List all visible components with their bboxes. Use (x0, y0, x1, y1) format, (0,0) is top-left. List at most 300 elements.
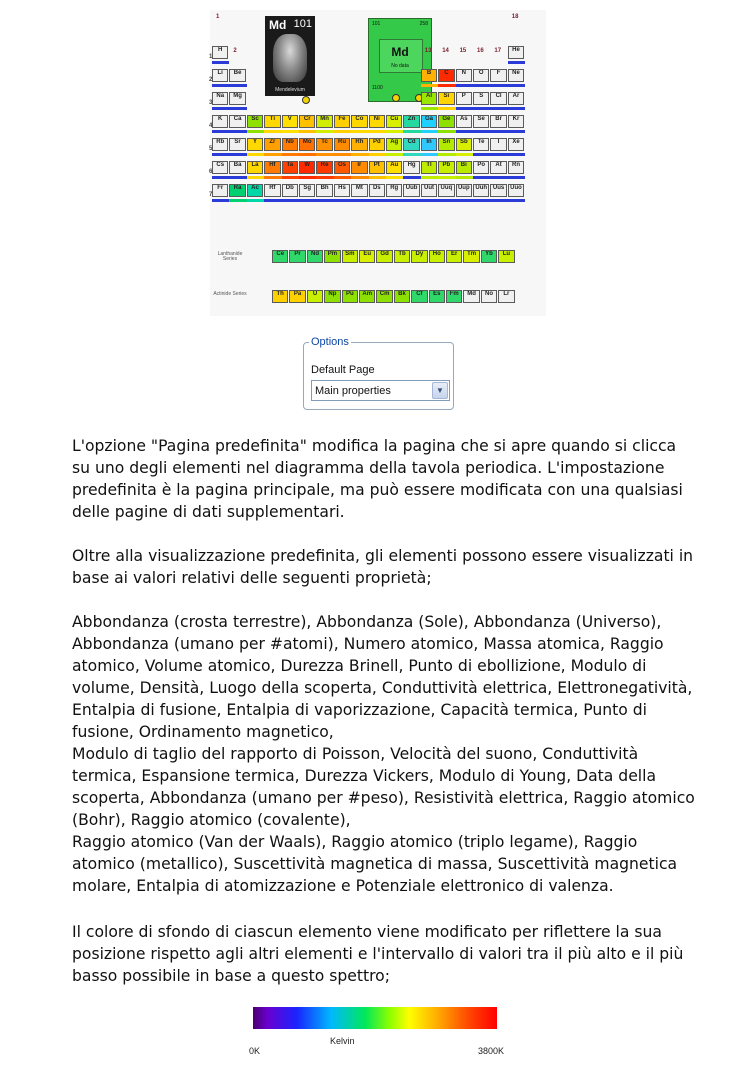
element-cell (498, 250, 514, 263)
element-symbol: Pt (373, 162, 380, 168)
element-symbol: O (478, 70, 484, 76)
element-symbol: Tm (467, 251, 477, 257)
row-color-band (264, 130, 281, 133)
row-color-band (212, 199, 229, 202)
element-cell (247, 138, 263, 151)
row-color-band (490, 199, 507, 202)
element-symbol: Kr (512, 116, 520, 122)
row-color-band (421, 107, 438, 110)
element-cell (490, 69, 506, 82)
element-symbol: Am (362, 291, 373, 297)
text-line: volume, Densità, Luogo della scoperta, Conduttività elettrica, Elettronegatività, (72, 679, 693, 697)
element-symbol: N (461, 70, 466, 76)
row-color-band (334, 130, 351, 133)
row-color-band (473, 199, 490, 202)
selected-element-symbol: Md (391, 45, 409, 59)
row-color-band (299, 153, 316, 156)
element-cell (429, 250, 445, 263)
text-line: su uno degli elementi nel diagramma della tavola periodica. L'impostazione (72, 459, 665, 477)
row-color-band (456, 130, 473, 133)
element-symbol: Cs (216, 162, 225, 168)
element-cell (299, 138, 315, 151)
element-symbol: Pu (345, 291, 354, 297)
element-cell (369, 161, 385, 174)
element-cell (411, 250, 427, 263)
row-color-band (386, 130, 403, 133)
element-cell (421, 161, 437, 174)
element-symbol: Ba (233, 162, 242, 168)
row-color-band (229, 107, 246, 110)
text-line: molare, Entalpia di atomizzazione e Potenziale elettronico di valenza. (72, 877, 614, 895)
element-symbol: Tl (426, 162, 432, 168)
paragraph-color-spectrum (72, 921, 692, 987)
element-symbol: Cl (495, 93, 502, 99)
element-symbol: Mt (355, 185, 363, 191)
element-symbol: W (304, 162, 311, 168)
row-color-band (403, 153, 420, 156)
element-symbol: Br (495, 116, 502, 122)
element-cell (456, 138, 472, 151)
spectrum-min-label: 0K (249, 1046, 261, 1056)
element-symbol: Yb (485, 251, 493, 257)
element-cell (386, 138, 402, 151)
element-cell (508, 184, 524, 197)
element-symbol: Sc (251, 116, 259, 122)
spectrum-unit-label: Kelvin (330, 1036, 355, 1046)
element-cell (438, 184, 454, 197)
row-color-band (247, 130, 264, 133)
element-symbol: Ta (286, 162, 294, 168)
row-color-band (473, 176, 490, 179)
element-symbol: Uuo (510, 185, 522, 191)
period-number: 1 (209, 54, 213, 60)
element-cell (490, 92, 506, 105)
element-symbol: Se (477, 116, 485, 122)
element-symbol: Sm (345, 251, 355, 257)
element-cell (334, 115, 350, 128)
element-cell (316, 184, 332, 197)
row-color-band (508, 130, 525, 133)
element-cell (212, 92, 228, 105)
element-cell (421, 115, 437, 128)
row-color-band (212, 130, 229, 133)
row-color-band (421, 199, 438, 202)
row-color-band (334, 199, 351, 202)
element-symbol: Rg (390, 185, 399, 191)
paragraph-default-page (72, 435, 692, 523)
row-color-band (508, 176, 525, 179)
element-cell (324, 290, 340, 303)
options-legend: Options (311, 336, 349, 348)
element-cell (212, 46, 228, 59)
element-symbol: Rb (216, 139, 225, 145)
element-cell (342, 250, 358, 263)
element-cell (421, 69, 437, 82)
element-symbol: Ne (512, 70, 520, 76)
element-cell (463, 290, 479, 303)
element-cell (403, 184, 419, 197)
element-symbol: V (287, 116, 292, 122)
group-number: 17 (494, 48, 502, 54)
element-symbol: Cu (390, 116, 399, 122)
element-cell (369, 138, 385, 151)
element-cell (212, 138, 228, 151)
group-number: 18 (511, 14, 519, 20)
row-color-band (456, 153, 473, 156)
element-cell (264, 138, 280, 151)
element-symbol: Ge (442, 116, 451, 122)
element-cell (456, 69, 472, 82)
element-cell (334, 161, 350, 174)
row-color-band (229, 130, 246, 133)
row-color-band (369, 176, 386, 179)
element-symbol: Rf (269, 185, 276, 191)
element-symbol: Po (477, 162, 486, 168)
element-cell (386, 184, 402, 197)
row-color-band (403, 130, 420, 133)
series-label: Lanthanide Series (217, 251, 243, 262)
row-color-band (247, 176, 264, 179)
element-symbol: I (497, 139, 500, 145)
element-cell (508, 115, 524, 128)
element-symbol: B (426, 70, 432, 76)
element-cell (463, 250, 479, 263)
text-line: scoperta, Abbondanza (umano per #peso), Resistività elettrica, Raggio atomico (72, 789, 695, 807)
element-symbol: Hg (407, 162, 416, 168)
row-color-band (490, 153, 507, 156)
element-symbol: Bh (320, 185, 329, 191)
element-symbol: Ho (432, 251, 441, 257)
text-line: basso possibile in base a questo spettro; (72, 967, 390, 985)
text-line: termica, Espansione termica, Durezza Vickers, Modulo di Young, Data della (72, 767, 657, 785)
element-cell (508, 138, 524, 151)
element-cell (229, 161, 245, 174)
element-symbol: Mo (302, 139, 312, 145)
row-color-band (316, 153, 333, 156)
element-symbol: Dy (415, 251, 424, 257)
color-spectrum-bar (253, 1007, 497, 1029)
element-cell (473, 92, 489, 105)
element-cell (247, 161, 263, 174)
text-line: Il colore di sfondo di ciascun elemento viene modificato per riflettere la sua (72, 923, 662, 941)
element-symbol: Rh (355, 139, 364, 145)
element-symbol: Ir (357, 162, 362, 168)
row-color-band (438, 176, 455, 179)
group-number: 16 (477, 48, 484, 54)
element-symbol: Ds (372, 185, 381, 191)
element-symbol: U (312, 291, 318, 297)
element-cell (299, 115, 315, 128)
element-cell (386, 161, 402, 174)
radioactive-icon (392, 94, 400, 102)
row-color-band (212, 153, 229, 156)
element-cell (473, 138, 489, 151)
element-cell (316, 138, 332, 151)
element-cell (289, 290, 305, 303)
group-number: 15 (459, 48, 467, 54)
row-color-band (473, 84, 490, 87)
options-panel (303, 336, 454, 410)
period-number: 3 (209, 100, 213, 106)
default-page-value: Main properties (315, 385, 391, 397)
selected-element-number: 101 (372, 21, 381, 27)
element-cell (508, 46, 524, 59)
row-color-band (247, 199, 264, 202)
element-cell (351, 115, 367, 128)
element-cell (508, 69, 524, 82)
series-label: Actinide Series (213, 291, 247, 297)
row-color-band (438, 107, 455, 110)
element-cell (403, 138, 419, 151)
row-color-band (282, 199, 299, 202)
selected-element-value: 1100 (372, 85, 383, 91)
element-symbol: Y (252, 139, 257, 145)
element-symbol: Ag (390, 139, 399, 145)
element-cell (334, 184, 350, 197)
element-symbol: In (426, 139, 432, 145)
row-color-band (508, 84, 525, 87)
element-symbol: Er (451, 251, 458, 257)
element-symbol: Ru (337, 139, 346, 145)
selected-element-card (368, 18, 432, 102)
period-number: 2 (209, 77, 213, 83)
element-symbol: Uut (423, 185, 434, 191)
row-color-band (264, 199, 281, 202)
element-cell (438, 115, 454, 128)
text-line: atomico, Volume atomico, Durezza Brinell, Punto di ebollizione, Modulo di (72, 657, 647, 675)
row-color-band (212, 84, 229, 87)
row-color-band (421, 84, 438, 87)
element-symbol: S (479, 93, 484, 99)
period-number: 4 (209, 123, 213, 129)
element-cell (490, 115, 506, 128)
row-color-band (456, 84, 473, 87)
row-color-band (508, 107, 525, 110)
portrait-image (273, 34, 307, 82)
element-cell (456, 92, 472, 105)
element-symbol: Cm (379, 291, 390, 297)
row-color-band (316, 176, 333, 179)
element-cell (334, 138, 350, 151)
element-cell (316, 115, 332, 128)
row-color-band (299, 199, 316, 202)
element-symbol: Db (285, 185, 294, 191)
element-cell (473, 115, 489, 128)
element-symbol: Uuq (440, 185, 453, 191)
element-cell (403, 161, 419, 174)
element-symbol: Fr (217, 185, 224, 191)
element-symbol: Zn (407, 116, 416, 122)
element-symbol: Be (233, 70, 242, 76)
text-line: base ai valori relativi delle seguenti proprietà; (72, 569, 432, 587)
group-number: 14 (442, 48, 449, 54)
element-cell (456, 184, 472, 197)
row-color-band (386, 199, 403, 202)
element-cell (473, 184, 489, 197)
row-color-band (473, 107, 490, 110)
row-color-band (212, 107, 229, 110)
text-line: fusione, Ordinamento magnetico, (72, 723, 334, 741)
element-symbol: Uus (492, 185, 505, 191)
element-cell (403, 115, 419, 128)
element-symbol: Es (433, 291, 441, 297)
magnified-element-card (265, 16, 315, 96)
element-symbol: Mg (233, 93, 242, 99)
row-color-band (508, 199, 525, 202)
period-number: 5 (209, 146, 213, 152)
row-color-band (369, 199, 386, 202)
element-cell (394, 250, 410, 263)
row-color-band (456, 107, 473, 110)
text-line: Modulo di taglio del rapporto di Poisson, Velocità del suono, Conduttività (72, 745, 639, 763)
element-cell (212, 161, 228, 174)
magnified-element-symbol: Md (269, 18, 287, 32)
element-cell (289, 250, 305, 263)
element-cell (446, 250, 462, 263)
period-number: 6 (209, 169, 213, 175)
element-cell (282, 115, 298, 128)
element-cell (212, 115, 228, 128)
row-color-band (247, 153, 264, 156)
element-symbol: C (444, 70, 449, 76)
element-cell (212, 69, 228, 82)
element-cell (438, 161, 454, 174)
group-number: 1 (216, 14, 220, 20)
default-page-select[interactable] (311, 380, 450, 401)
row-color-band (386, 153, 403, 156)
element-symbol: Lu (502, 251, 511, 257)
element-symbol: Li (217, 70, 223, 76)
element-symbol: Ga (424, 116, 433, 122)
row-color-band (438, 153, 455, 156)
row-color-band (351, 153, 368, 156)
element-symbol: Lr (503, 291, 510, 297)
element-symbol: Uuh (475, 185, 488, 191)
chevron-down-icon[interactable]: ▼ (432, 382, 448, 399)
element-cell (324, 250, 340, 263)
element-symbol: Np (328, 291, 337, 297)
row-color-band (403, 199, 420, 202)
element-symbol: Pm (327, 251, 338, 257)
group-number: 13 (424, 48, 432, 54)
element-cell (264, 115, 280, 128)
element-cell (446, 290, 462, 303)
element-cell (421, 184, 437, 197)
element-symbol: P (461, 93, 466, 99)
text-line: atomico (metallico), Suscettività magnetica di massa, Suscettività magnetica (72, 855, 678, 873)
text-line: delle pagine di dati supplementari. (72, 503, 345, 521)
group-number: 2 (233, 48, 237, 54)
element-symbol: Nd (310, 251, 319, 257)
element-cell (229, 69, 245, 82)
row-color-band (456, 199, 473, 202)
element-symbol: Cd (407, 139, 416, 145)
row-color-band (212, 61, 229, 64)
row-color-band (299, 176, 316, 179)
element-cell (473, 69, 489, 82)
element-cell (490, 184, 506, 197)
row-color-band (282, 130, 299, 133)
row-color-band (490, 84, 507, 87)
element-cell (421, 92, 437, 105)
magnified-element-number: 101 (293, 18, 312, 30)
row-color-band (473, 153, 490, 156)
element-cell (272, 290, 288, 303)
element-symbol: Uup (457, 185, 470, 191)
paragraph-views (72, 545, 692, 589)
element-cell (229, 115, 245, 128)
element-cell (473, 161, 489, 174)
element-symbol: Bk (398, 291, 406, 297)
element-symbol: Gd (380, 251, 389, 257)
element-cell (247, 115, 263, 128)
element-cell (342, 290, 358, 303)
element-cell (429, 290, 445, 303)
element-symbol: Al (425, 93, 432, 99)
element-cell (316, 161, 332, 174)
element-symbol: Co (355, 116, 364, 122)
element-cell (376, 250, 392, 263)
element-cell (438, 69, 454, 82)
text-line: posizione rispetto agli altri elementi e l'intervallo di valori tra il più alto e il più (72, 945, 684, 963)
element-symbol: As (459, 116, 468, 122)
element-symbol: Re (320, 162, 329, 168)
radioactive-icon (302, 96, 310, 104)
element-cell (282, 184, 298, 197)
element-symbol: Nb (285, 139, 294, 145)
row-color-band (456, 176, 473, 179)
row-color-band (438, 199, 455, 202)
selected-element-note: No data (391, 63, 409, 69)
text-line: (Bohr), Raggio atomico (covalente), (72, 811, 351, 829)
element-symbol: Sb (459, 139, 468, 145)
periodic-table-figure (210, 10, 546, 316)
element-cell (386, 115, 402, 128)
element-symbol: Ar (512, 93, 520, 99)
element-cell (212, 184, 228, 197)
element-symbol: Uub (405, 185, 418, 191)
element-cell (351, 138, 367, 151)
row-color-band (508, 153, 525, 156)
element-cell (282, 161, 298, 174)
element-cell (272, 250, 288, 263)
element-symbol: Ti (269, 116, 275, 122)
element-symbol: Zr (269, 139, 276, 145)
text-line: L'opzione "Pagina predefinita" modifica la pagina che si apre quando si clicca (72, 437, 677, 455)
element-cell (490, 161, 506, 174)
element-cell (508, 92, 524, 105)
element-symbol: Fe (338, 116, 346, 122)
row-color-band (438, 130, 455, 133)
element-symbol: Os (337, 162, 346, 168)
row-color-band (421, 176, 438, 179)
text-line: Abbondanza (umano per #atomi), Numero atomico, Massa atomica, Raggio (72, 635, 664, 653)
element-symbol: He (512, 47, 520, 53)
row-color-band (264, 176, 281, 179)
spectrum-max-label: 3800K (478, 1046, 505, 1056)
element-symbol: Ac (251, 185, 259, 191)
element-symbol: Sn (442, 139, 451, 145)
element-symbol: Cr (303, 116, 311, 122)
element-symbol: No (484, 291, 493, 297)
element-cell (376, 290, 392, 303)
element-symbol: Fm (449, 291, 459, 297)
element-cell (229, 184, 245, 197)
element-cell (508, 161, 524, 174)
row-color-band (229, 84, 246, 87)
element-symbol: Rn (511, 162, 520, 168)
element-symbol: Pa (293, 291, 302, 297)
